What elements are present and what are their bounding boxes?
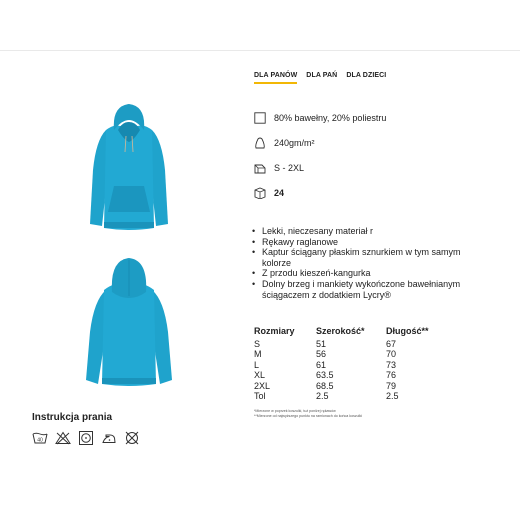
wash-40-icon [32, 431, 48, 445]
size-table [254, 326, 436, 401]
tab-men[interactable]: DLA PANÓW [254, 72, 297, 84]
table-row [254, 339, 436, 349]
width-cell: 2.5 [316, 391, 329, 402]
width-cell: 61 [316, 359, 327, 370]
table-row [254, 381, 436, 391]
weight-icon [254, 137, 266, 149]
header-length: Długość** [386, 326, 429, 336]
fabric-square-icon [254, 112, 266, 124]
feature-list [252, 226, 492, 300]
feature-item: • Z przodu kieszeń-kangurka [252, 268, 492, 279]
tab-kids[interactable]: DLA DZIECI [346, 72, 387, 79]
wash-instructions-title: Instrukcja prania [32, 412, 113, 423]
spec-material-text: 80% bawełny, 20% poliestru [274, 113, 387, 123]
size-table-header [254, 326, 436, 339]
hoodie-back-image [84, 256, 174, 390]
header-size: Rozmiary [254, 326, 295, 336]
size-cell: M [254, 349, 262, 360]
size-cell: 2XL [254, 380, 271, 391]
width-cell: 63.5 [316, 370, 334, 381]
spec-weight [254, 137, 315, 149]
audience-tabs [254, 72, 386, 84]
feature-item: • Kaptur ściągany płaskim sznurkiem w tym samym kolorze [252, 247, 492, 268]
width-cell: 68.5 [316, 380, 334, 391]
no-bleach-icon [55, 431, 71, 445]
table-row [254, 349, 436, 359]
spec-sizes [254, 162, 304, 174]
size-cell: XL [254, 370, 266, 381]
table-row [254, 360, 436, 370]
hoodie-front-shape [90, 104, 168, 230]
hoodie-back-shape [86, 258, 172, 386]
length-cell: 73 [386, 359, 397, 370]
size-icon [254, 162, 266, 174]
length-cell: 70 [386, 349, 397, 360]
size-cell: L [254, 359, 260, 370]
no-dry-clean-icon [124, 431, 140, 445]
spec-pack-text: 24 [274, 188, 285, 198]
iron-low-icon [101, 431, 117, 445]
length-cell: 79 [386, 380, 397, 391]
wash-icons-row [32, 431, 140, 445]
spec-material [254, 112, 386, 124]
spec-weight-text: 240gm/m² [274, 138, 315, 148]
table-row [254, 391, 436, 401]
size-note-length: **Mierzone od najwyższego punktu na ramionach do końca koszulki [254, 414, 363, 418]
header-divider [0, 50, 520, 51]
box-icon [254, 187, 266, 199]
length-cell: 2.5 [386, 391, 399, 402]
spec-pack [254, 187, 284, 199]
table-row [254, 370, 436, 380]
hoodie-front-image [84, 100, 174, 234]
feature-item: • Rękawy raglanowe [252, 237, 492, 248]
feature-item: • Dolny brzeg i mankiety wykończone bawełnianym ściągaczem z dodatkiem Lycry® [252, 279, 492, 300]
wash-temp-label: 40 [37, 437, 43, 444]
spec-sizes-text: S - 2XL [274, 163, 305, 173]
size-note-width: *Mierzone w poprzek koszulki, tuż poniżej rękawów [254, 409, 336, 413]
size-cell: Tol [254, 391, 266, 402]
feature-item: • Lekki, nieczesany materiał r [252, 226, 492, 237]
length-cell: 76 [386, 370, 397, 381]
header-width: Szerokość* [316, 326, 365, 336]
tab-women[interactable]: DLA PAŃ [306, 72, 338, 79]
width-cell: 51 [316, 339, 327, 349]
size-cell: S [254, 339, 261, 349]
tumble-dry-icon [78, 431, 94, 445]
width-cell: 56 [316, 349, 327, 360]
length-cell: 67 [386, 339, 397, 349]
